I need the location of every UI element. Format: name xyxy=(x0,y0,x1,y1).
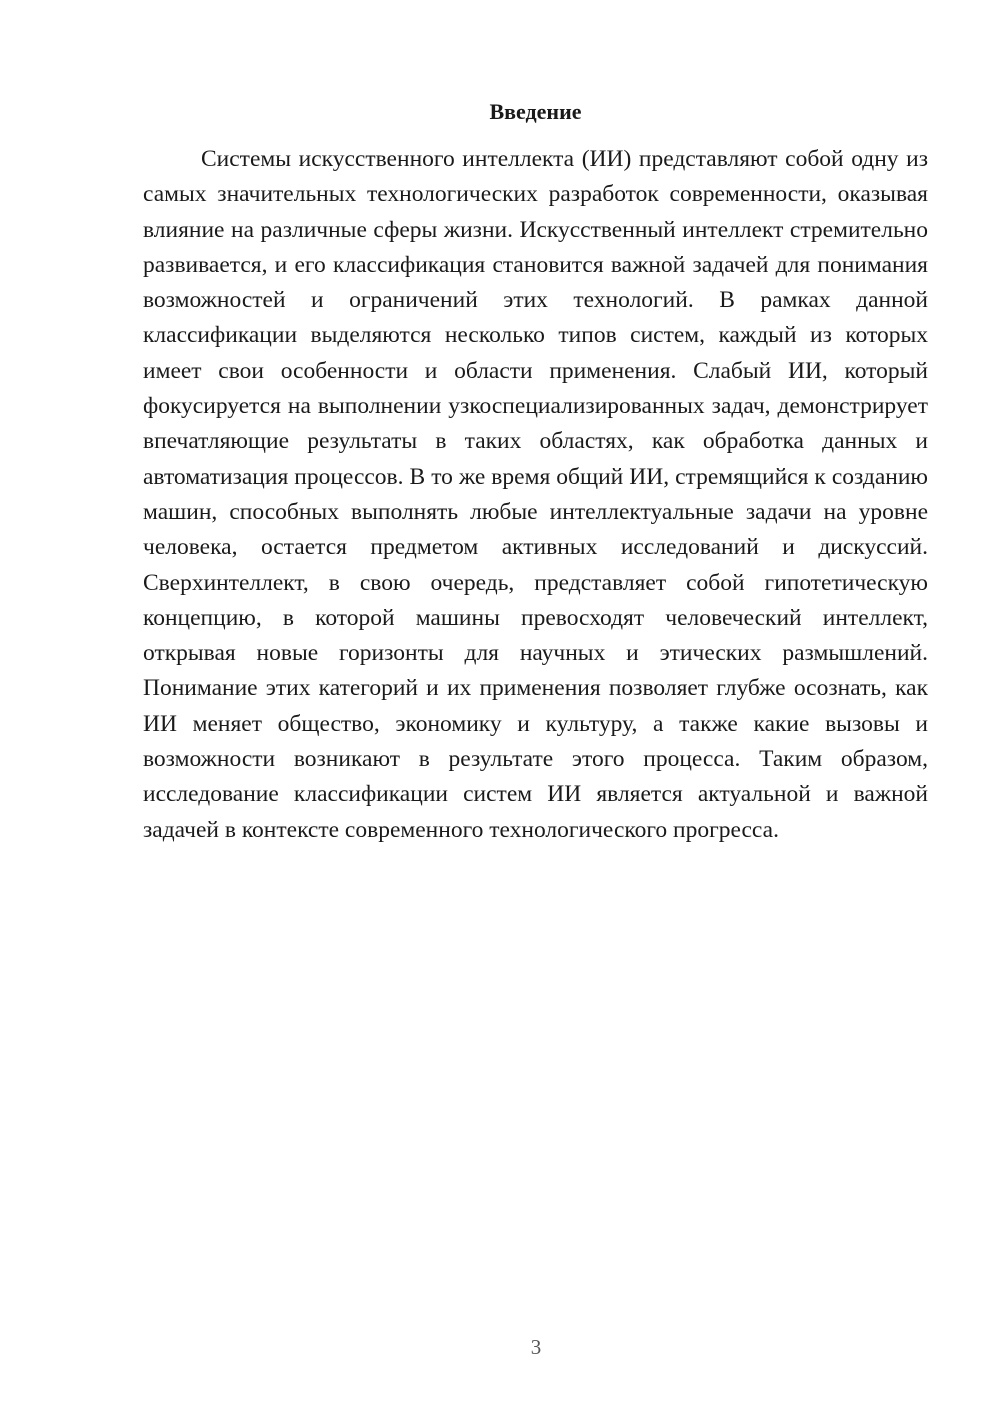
section-heading: Введение xyxy=(489,99,582,124)
page-number: 3 xyxy=(530,1335,542,1359)
body-paragraph: Системы искусственного интеллекта (ИИ) представляют собой одну из самых значительных технологических разработок современности, оказывая влияние на различные сферы жизни. Искусственный интеллект стремительно развивается, и его классификация становится важной задачей для понимания возможностей и ограничений этих технологий. В рамках данной классификации выделяются несколько типов систем, каждый из которых имеет свои особенности и области применения. Слабый ИИ, который фокусируется на выполнении узкоспециализированных задач, демонстрирует впечатляющие результаты в таких областях, как обработка данных и автоматизация процессов. В то же время общий ИИ, стремящийся к созданию машин, способных выполнять любые интеллектуальные задачи на уровне человека, остается предметом активных исследований и дискуссий. Сверхинтеллект, в свою очередь, представляет собой гипотетическую концепцию, в которой машины превосходят человеческий интеллект, открывая новые горизонты для научных и этических размышлений. Понимание этих категорий и их применения позволяет глубже осознать, как ИИ меняет общество, экономику и культуру, а также какие вызовы и возможности возникают в результате этого процесса. Таким образом, исследование классификации систем ИИ является актуальной и важной задачей в контексте современного технологического прогресса. xyxy=(143,146,928,843)
